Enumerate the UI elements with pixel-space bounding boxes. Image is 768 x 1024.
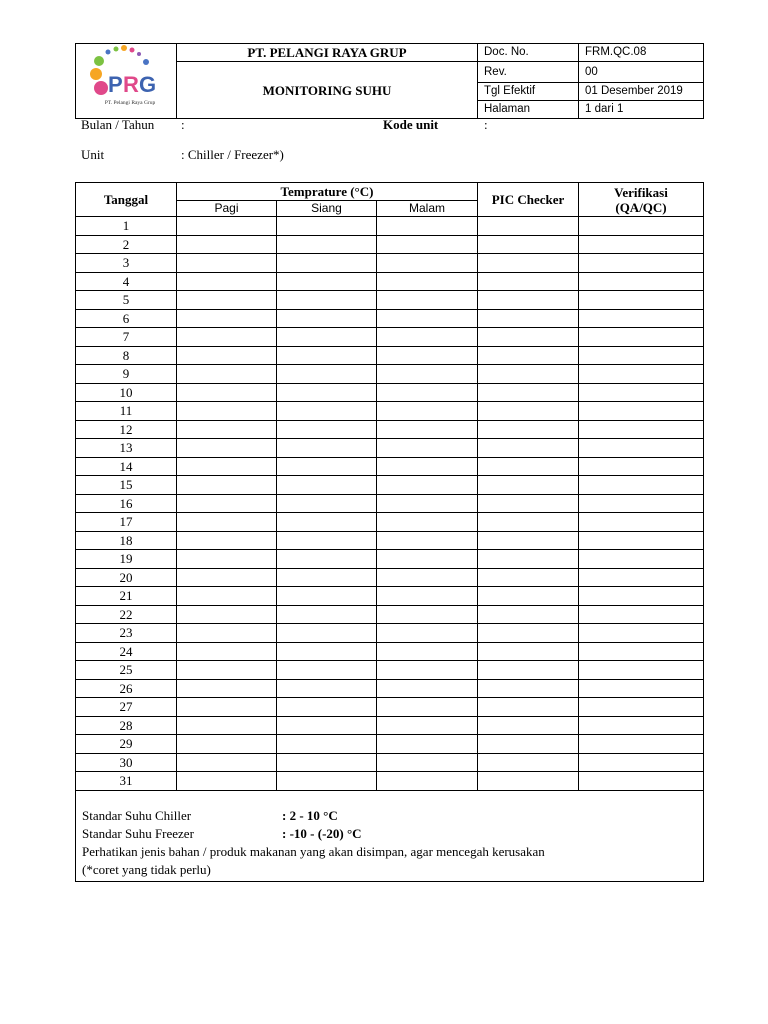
verifikasi-cell[interactable] xyxy=(579,217,704,236)
table-row xyxy=(76,753,704,772)
day-number: 7 xyxy=(76,328,177,347)
table-row xyxy=(76,365,704,384)
table-row xyxy=(76,309,704,328)
pagi-cell[interactable] xyxy=(177,365,277,384)
header-tanggal: Tanggal xyxy=(76,183,177,217)
day-number: 16 xyxy=(76,494,177,513)
pagi-cell[interactable] xyxy=(177,550,277,569)
siang-cell[interactable] xyxy=(277,291,377,310)
day-number: 9 xyxy=(76,365,177,384)
header-temperature: Temprature (°C) xyxy=(177,183,478,201)
malam-cell[interactable] xyxy=(377,365,478,384)
day-number: 20 xyxy=(76,568,177,587)
pic-checker-cell[interactable] xyxy=(478,772,579,791)
siang-cell[interactable] xyxy=(277,531,377,550)
malam-cell[interactable] xyxy=(377,642,478,661)
pagi-cell[interactable] xyxy=(177,476,277,495)
malam-cell[interactable] xyxy=(377,217,478,236)
malam-cell[interactable] xyxy=(377,605,478,624)
pic-checker-cell[interactable] xyxy=(478,661,579,680)
pic-checker-cell[interactable] xyxy=(478,698,579,717)
verifikasi-cell[interactable] xyxy=(579,439,704,458)
verifikasi-cell[interactable] xyxy=(579,550,704,569)
pic-checker-cell[interactable] xyxy=(478,272,579,291)
company-logo xyxy=(76,44,177,119)
day-number: 14 xyxy=(76,457,177,476)
siang-cell[interactable] xyxy=(277,328,377,347)
document-header xyxy=(75,43,704,119)
day-number: 31 xyxy=(76,772,177,791)
pic-checker-cell[interactable] xyxy=(478,457,579,476)
siang-cell[interactable] xyxy=(277,402,377,421)
malam-cell[interactable] xyxy=(377,698,478,717)
day-number: 1 xyxy=(76,217,177,236)
day-number: 12 xyxy=(76,420,177,439)
verifikasi-cell[interactable] xyxy=(579,476,704,495)
day-number: 28 xyxy=(76,716,177,735)
day-number: 22 xyxy=(76,605,177,624)
siang-cell[interactable] xyxy=(277,716,377,735)
verifikasi-cell[interactable] xyxy=(579,272,704,291)
subheader-pagi: Pagi xyxy=(177,201,277,217)
siang-cell[interactable] xyxy=(277,365,377,384)
table-row xyxy=(76,531,704,550)
malam-cell[interactable] xyxy=(377,753,478,772)
malam-cell[interactable] xyxy=(377,383,478,402)
pagi-cell[interactable] xyxy=(177,661,277,680)
day-number: 26 xyxy=(76,679,177,698)
subheader-malam: Malam xyxy=(377,201,478,217)
malam-cell[interactable] xyxy=(377,716,478,735)
pagi-cell[interactable] xyxy=(177,235,277,254)
verifikasi-cell[interactable] xyxy=(579,624,704,643)
page-value: 1 dari 1 xyxy=(579,101,704,119)
verifikasi-cell[interactable] xyxy=(579,661,704,680)
day-number: 2 xyxy=(76,235,177,254)
prg-logo-icon xyxy=(78,44,174,114)
malam-cell[interactable] xyxy=(377,439,478,458)
verifikasi-cell[interactable] xyxy=(579,383,704,402)
svg-text:R: R xyxy=(123,72,139,97)
pic-checker-cell[interactable] xyxy=(478,383,579,402)
pagi-cell[interactable] xyxy=(177,383,277,402)
malam-cell[interactable] xyxy=(377,235,478,254)
pic-checker-cell[interactable] xyxy=(478,513,579,532)
day-number: 17 xyxy=(76,513,177,532)
verifikasi-cell[interactable] xyxy=(579,735,704,754)
malam-cell[interactable] xyxy=(377,272,478,291)
verifikasi-cell[interactable] xyxy=(579,772,704,791)
page-label: Halaman xyxy=(478,101,579,119)
pic-checker-cell[interactable] xyxy=(478,531,579,550)
verifikasi-cell[interactable] xyxy=(579,291,704,310)
verifikasi-cell[interactable] xyxy=(579,587,704,606)
pagi-cell[interactable] xyxy=(177,439,277,458)
unit-code-label: Kode unit xyxy=(383,117,439,132)
month-year-colon: : xyxy=(181,117,185,132)
table-row xyxy=(76,624,704,643)
table-row xyxy=(76,476,704,495)
pagi-cell[interactable] xyxy=(177,217,277,236)
table-row xyxy=(76,217,704,236)
pic-checker-cell[interactable] xyxy=(478,550,579,569)
siang-cell[interactable] xyxy=(277,439,377,458)
pic-checker-cell[interactable] xyxy=(478,642,579,661)
table-row xyxy=(76,291,704,310)
pic-checker-cell[interactable] xyxy=(478,346,579,365)
verifikasi-cell[interactable] xyxy=(579,679,704,698)
table-row xyxy=(76,605,704,624)
pic-checker-cell[interactable] xyxy=(478,217,579,236)
pic-checker-cell[interactable] xyxy=(478,254,579,273)
pagi-cell[interactable] xyxy=(177,716,277,735)
svg-text:PT. Pelangi Raya Grup: PT. Pelangi Raya Grup xyxy=(104,100,156,106)
pagi-cell[interactable] xyxy=(177,272,277,291)
pic-checker-cell[interactable] xyxy=(478,402,579,421)
pic-checker-cell[interactable] xyxy=(478,328,579,347)
malam-cell[interactable] xyxy=(377,402,478,421)
footnote: (*coret yang tidak perlu) xyxy=(82,861,211,877)
malam-cell[interactable] xyxy=(377,254,478,273)
company-name: PT. PELANGI RAYA GRUP xyxy=(177,44,478,62)
malam-cell[interactable] xyxy=(377,624,478,643)
siang-cell[interactable] xyxy=(277,772,377,791)
verifikasi-cell[interactable] xyxy=(579,328,704,347)
pic-checker-cell[interactable] xyxy=(478,753,579,772)
siang-cell[interactable] xyxy=(277,698,377,717)
malam-cell[interactable] xyxy=(377,494,478,513)
pagi-cell[interactable] xyxy=(177,735,277,754)
table-row xyxy=(76,457,704,476)
day-number: 4 xyxy=(76,272,177,291)
table-row xyxy=(76,661,704,680)
pic-checker-cell[interactable] xyxy=(478,365,579,384)
month-year-label: Bulan / Tahun xyxy=(81,117,155,132)
pagi-cell[interactable] xyxy=(177,254,277,273)
unit-value: : Chiller / Freezer*) xyxy=(181,147,284,162)
verifikasi-cell[interactable] xyxy=(579,698,704,717)
table-row xyxy=(76,716,704,735)
table-row xyxy=(76,735,704,754)
pic-checker-cell[interactable] xyxy=(478,568,579,587)
day-number: 30 xyxy=(76,753,177,772)
freezer-standard-label: Standar Suhu Freezer xyxy=(82,825,194,841)
verifikasi-cell[interactable] xyxy=(579,235,704,254)
siang-cell[interactable] xyxy=(277,642,377,661)
day-number: 10 xyxy=(76,383,177,402)
doc-no-label: Doc. No. xyxy=(478,44,579,62)
pagi-cell[interactable] xyxy=(177,309,277,328)
header-verifikasi: Verifikasi (QA/QC) xyxy=(579,183,704,217)
verifikasi-cell[interactable] xyxy=(579,457,704,476)
pagi-cell[interactable] xyxy=(177,513,277,532)
chiller-standard-value: : 2 - 10 °C xyxy=(282,807,338,823)
pagi-cell[interactable] xyxy=(177,494,277,513)
table-row xyxy=(76,698,704,717)
table-row xyxy=(76,587,704,606)
svg-text:G: G xyxy=(139,72,157,97)
siang-cell[interactable] xyxy=(277,309,377,328)
day-number: 29 xyxy=(76,735,177,754)
siang-cell[interactable] xyxy=(277,568,377,587)
verifikasi-cell[interactable] xyxy=(579,753,704,772)
day-number: 18 xyxy=(76,531,177,550)
malam-cell[interactable] xyxy=(377,568,478,587)
pic-checker-cell[interactable] xyxy=(478,587,579,606)
malam-cell[interactable] xyxy=(377,457,478,476)
siang-cell[interactable] xyxy=(277,494,377,513)
malam-cell[interactable] xyxy=(377,476,478,495)
siang-cell[interactable] xyxy=(277,605,377,624)
day-number: 8 xyxy=(76,346,177,365)
rev-value: 00 xyxy=(579,62,704,83)
malam-cell[interactable] xyxy=(377,772,478,791)
pagi-cell[interactable] xyxy=(177,605,277,624)
verifikasi-cell[interactable] xyxy=(579,568,704,587)
pagi-cell[interactable] xyxy=(177,679,277,698)
subheader-siang: Siang xyxy=(277,201,377,217)
rev-label: Rev. xyxy=(478,62,579,83)
pagi-cell[interactable] xyxy=(177,402,277,421)
pic-checker-cell[interactable] xyxy=(478,494,579,513)
pic-checker-cell[interactable] xyxy=(478,235,579,254)
siang-cell[interactable] xyxy=(277,254,377,273)
siang-cell[interactable] xyxy=(277,735,377,754)
table-row xyxy=(76,383,704,402)
malam-cell[interactable] xyxy=(377,735,478,754)
pagi-cell[interactable] xyxy=(177,420,277,439)
siang-cell[interactable] xyxy=(277,346,377,365)
temperature-monitoring-table xyxy=(75,182,704,882)
siang-cell[interactable] xyxy=(277,661,377,680)
day-number: 19 xyxy=(76,550,177,569)
verifikasi-cell[interactable] xyxy=(579,254,704,273)
verifikasi-cell[interactable] xyxy=(579,531,704,550)
siang-cell[interactable] xyxy=(277,272,377,291)
storage-note: Perhatikan jenis bahan / produk makanan yang akan disimpan, agar mencegah kerusakan xyxy=(82,843,545,859)
table-row xyxy=(76,420,704,439)
table-row xyxy=(76,772,704,791)
verifikasi-cell[interactable] xyxy=(579,346,704,365)
verifikasi-cell[interactable] xyxy=(579,494,704,513)
malam-cell[interactable] xyxy=(377,420,478,439)
unit-code-colon: : xyxy=(484,117,488,132)
day-number: 13 xyxy=(76,439,177,458)
table-row xyxy=(76,494,704,513)
table-row xyxy=(76,550,704,569)
pic-checker-cell[interactable] xyxy=(478,735,579,754)
pagi-cell[interactable] xyxy=(177,753,277,772)
malam-cell[interactable] xyxy=(377,531,478,550)
siang-cell[interactable] xyxy=(277,217,377,236)
pagi-cell[interactable] xyxy=(177,642,277,661)
footer-notes xyxy=(76,790,704,881)
pagi-cell[interactable] xyxy=(177,568,277,587)
day-number: 27 xyxy=(76,698,177,717)
pagi-cell[interactable] xyxy=(177,531,277,550)
malam-cell[interactable] xyxy=(377,550,478,569)
day-number: 5 xyxy=(76,291,177,310)
malam-cell[interactable] xyxy=(377,309,478,328)
pic-checker-cell[interactable] xyxy=(478,624,579,643)
malam-cell[interactable] xyxy=(377,679,478,698)
verifikasi-cell[interactable] xyxy=(579,642,704,661)
day-number: 3 xyxy=(76,254,177,273)
pic-checker-cell[interactable] xyxy=(478,439,579,458)
table-row xyxy=(76,272,704,291)
header-pic-checker: PIC Checker xyxy=(478,183,579,217)
malam-cell[interactable] xyxy=(377,346,478,365)
svg-text:P: P xyxy=(108,72,123,97)
verifikasi-cell[interactable] xyxy=(579,716,704,735)
pic-checker-cell[interactable] xyxy=(478,476,579,495)
verifikasi-cell[interactable] xyxy=(579,513,704,532)
verifikasi-cell[interactable] xyxy=(579,309,704,328)
verifikasi-cell[interactable] xyxy=(579,420,704,439)
siang-cell[interactable] xyxy=(277,624,377,643)
siang-cell[interactable] xyxy=(277,235,377,254)
day-number: 23 xyxy=(76,624,177,643)
pagi-cell[interactable] xyxy=(177,328,277,347)
table-row xyxy=(76,402,704,421)
malam-cell[interactable] xyxy=(377,513,478,532)
effective-date-value: 01 Desember 2019 xyxy=(579,83,704,101)
siang-cell[interactable] xyxy=(277,753,377,772)
unit-label: Unit xyxy=(81,147,105,162)
pic-checker-cell[interactable] xyxy=(478,679,579,698)
siang-cell[interactable] xyxy=(277,550,377,569)
siang-cell[interactable] xyxy=(277,679,377,698)
day-number: 15 xyxy=(76,476,177,495)
chiller-standard-label: Standar Suhu Chiller xyxy=(82,807,192,823)
freezer-standard-value: : -10 - (-20) °C xyxy=(282,825,362,841)
pagi-cell[interactable] xyxy=(177,772,277,791)
table-row xyxy=(76,328,704,347)
pagi-cell[interactable] xyxy=(177,457,277,476)
freezer-standard-line xyxy=(82,825,697,843)
pic-checker-cell[interactable] xyxy=(478,420,579,439)
siang-cell[interactable] xyxy=(277,383,377,402)
siang-cell[interactable] xyxy=(277,513,377,532)
table-row xyxy=(76,679,704,698)
table-row xyxy=(76,513,704,532)
verifikasi-cell[interactable] xyxy=(579,605,704,624)
day-number: 21 xyxy=(76,587,177,606)
siang-cell[interactable] xyxy=(277,476,377,495)
pic-checker-cell[interactable] xyxy=(478,605,579,624)
pagi-cell[interactable] xyxy=(177,346,277,365)
pic-checker-cell[interactable] xyxy=(478,291,579,310)
effective-date-label: Tgl Efektif xyxy=(478,83,579,101)
pagi-cell[interactable] xyxy=(177,698,277,717)
verifikasi-cell[interactable] xyxy=(579,402,704,421)
pagi-cell[interactable] xyxy=(177,624,277,643)
pic-checker-cell[interactable] xyxy=(478,309,579,328)
verifikasi-cell[interactable] xyxy=(579,365,704,384)
malam-cell[interactable] xyxy=(377,661,478,680)
day-number: 25 xyxy=(76,661,177,680)
table-row xyxy=(76,568,704,587)
siang-cell[interactable] xyxy=(277,587,377,606)
table-row xyxy=(76,642,704,661)
chiller-standard-line xyxy=(82,807,697,825)
pagi-cell[interactable] xyxy=(177,587,277,606)
siang-cell[interactable] xyxy=(277,420,377,439)
form-title: MONITORING SUHU xyxy=(177,62,478,119)
siang-cell[interactable] xyxy=(277,457,377,476)
malam-cell[interactable] xyxy=(377,587,478,606)
table-row xyxy=(76,346,704,365)
table-row xyxy=(76,235,704,254)
doc-no-value: FRM.QC.08 xyxy=(579,44,704,62)
table-row xyxy=(76,254,704,273)
pagi-cell[interactable] xyxy=(177,291,277,310)
pic-checker-cell[interactable] xyxy=(478,716,579,735)
day-number: 6 xyxy=(76,309,177,328)
malam-cell[interactable] xyxy=(377,291,478,310)
day-number: 11 xyxy=(76,402,177,421)
malam-cell[interactable] xyxy=(377,328,478,347)
day-number: 24 xyxy=(76,642,177,661)
table-row xyxy=(76,439,704,458)
